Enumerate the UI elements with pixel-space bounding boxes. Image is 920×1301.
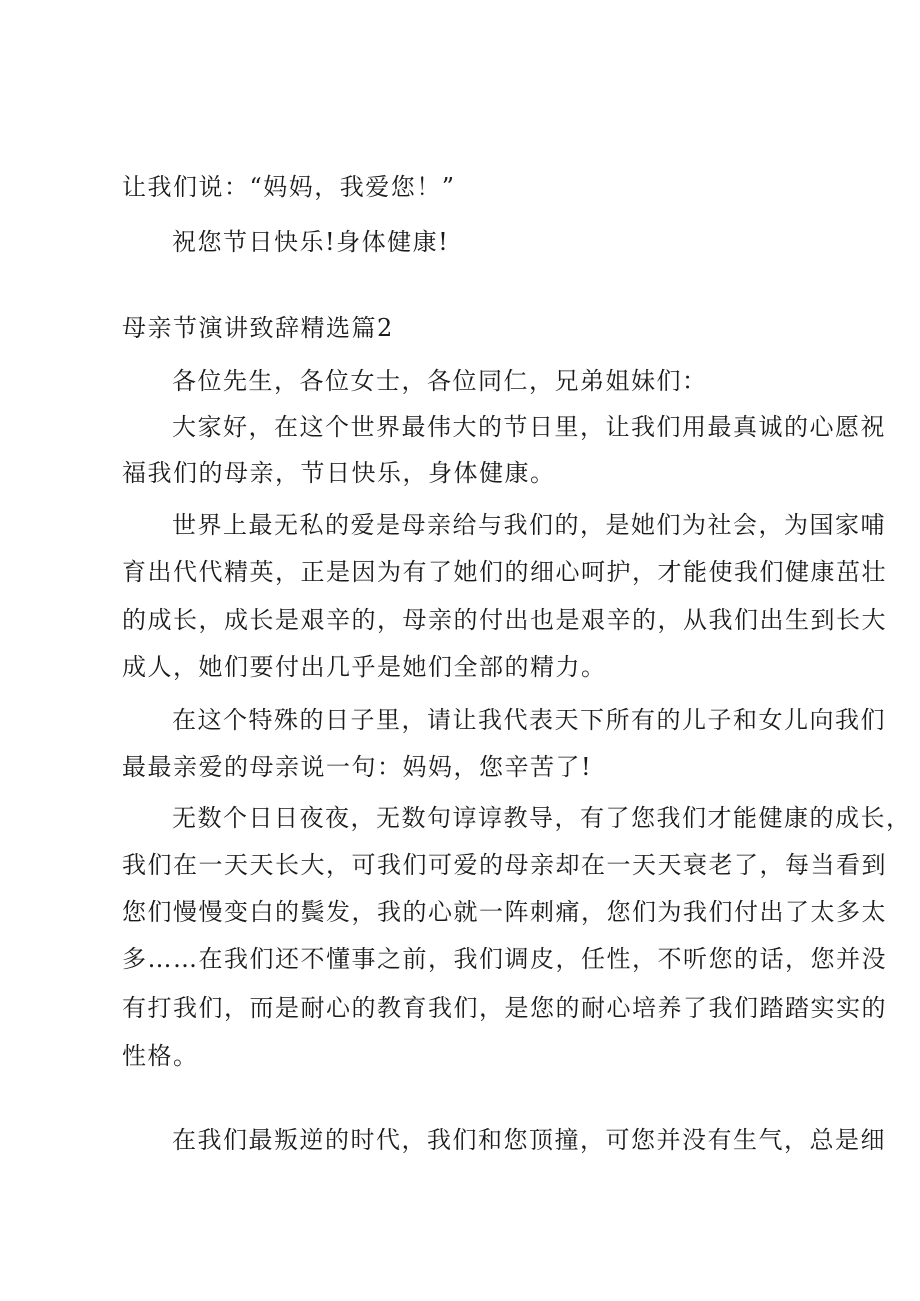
- text-line: 育出代代精英，正是因为有了她们的细心呵护，才能使我们健康茁壮: [122, 558, 887, 586]
- text-line: 各位先生，各位女士，各位同仁，兄弟姐妹们：: [172, 367, 708, 395]
- text-line: 性格。: [122, 1042, 199, 1070]
- text-line: 无数个日日夜夜，无数句谆谆教导，有了您我们才能健康的成长，: [172, 804, 912, 832]
- text-line: 在这个特殊的日子里，请让我代表天下所有的儿子和女儿向我们: [172, 706, 886, 734]
- text-line: 世界上最无私的爱是母亲给与我们的，是她们为社会，为国家哺: [172, 511, 886, 539]
- text-line: 让我们说：“妈妈，我爱您！”: [122, 173, 456, 201]
- text-line: 祝您节日快乐!身体健康!: [172, 228, 450, 256]
- text-line: 有打我们，而是耐心的教育我们，是您的耐心培养了我们踏踏实实的: [122, 994, 887, 1022]
- text-line: 最最亲爱的母亲说一句：妈妈，您辛苦了!: [122, 753, 593, 781]
- text-line: 我们在一天天长大，可我们可爱的母亲却在一天天衰老了，每当看到: [122, 851, 887, 879]
- text-line: 多……在我们还不懂事之前，我们调皮，任性，不听您的话，您并没: [122, 945, 887, 973]
- text-line: 福我们的母亲，节日快乐，身体健康。: [122, 459, 556, 487]
- text-line: 在我们最叛逆的时代，我们和您顶撞，可您并没有生气，总是细: [172, 1126, 886, 1154]
- text-line: 您们慢慢变白的鬓发，我的心就一阵刺痛，您们为我们付出了太多太: [122, 898, 887, 926]
- text-line: 的成长，成长是艰辛的，母亲的付出也是艰辛的，从我们出生到长大: [122, 606, 887, 634]
- text-line: 成人，她们要付出几乎是她们全部的精力。: [122, 653, 607, 681]
- section-heading: 母亲节演讲致辞精选篇2: [122, 314, 394, 342]
- text-line: 大家好，在这个世界最伟大的节日里，让我们用最真诚的心愿祝: [172, 413, 886, 441]
